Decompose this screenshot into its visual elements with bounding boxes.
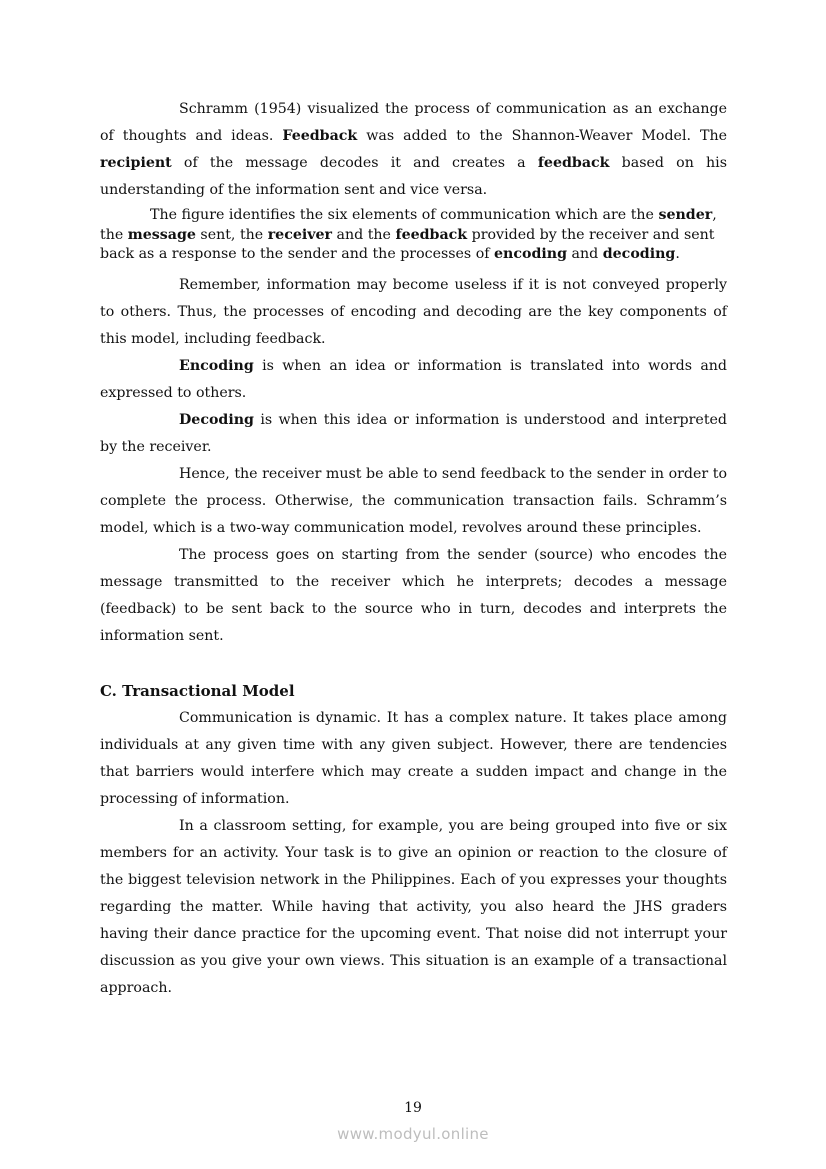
paragraph — [100, 461, 727, 542]
text-run: is when an idea or information is translated into words and expressed to others. — [100, 357, 727, 401]
bold-term: recipient — [100, 154, 172, 171]
text-run: , the — [100, 207, 717, 243]
bold-term: feedback — [395, 226, 468, 243]
paragraph — [100, 206, 727, 265]
bold-term: encoding — [494, 246, 568, 262]
text-run: and — [567, 246, 603, 262]
bold-term: message — [127, 226, 196, 243]
text-run: sent, the — [195, 226, 268, 243]
bold-term: Decoding — [179, 411, 254, 428]
bold-term: feedback — [537, 154, 610, 171]
text-run: Communication is dynamic. It has a complex nature. It takes place among individuals at any given time with any given subject. However, there are tendencies that barriers would interfere which may create a sudden impact and change in the processing of information. — [100, 709, 727, 807]
text-run: The process goes on starting from the sender (source) who encodes the message transmitted to the receiver which he interprets; decodes a message (feedback) to be sent back to the source who in turn, decodes and interprets the information sent. — [100, 546, 727, 644]
text-run: provided by the receiver and sent back as a response to the sender and the processes of — [100, 226, 715, 262]
text-run: . — [675, 246, 680, 262]
paragraph — [100, 705, 727, 813]
paragraph — [100, 96, 727, 204]
text-run: The figure identifies the six elements of communication which are the — [150, 207, 659, 223]
paragraph — [100, 542, 727, 650]
text-run: was added to the Shannon-Weaver Model. The — [357, 127, 727, 144]
text-run: In a classroom setting, for example, you are being grouped into five or six members for an activity. Your task is to give an opinion or reaction to the closure of the biggest television network in the Philippines. Each of you expresses your thoughts regarding the matter. While having that activity, you also heard the JHS graders having their dance practice for the upcoming event. That noise did not interrupt your discussion as you give your own views. This situation is an example of a transactional approach. — [100, 817, 727, 996]
text-run: Schramm (1954) visualized the process of communication as an exchange of thoughts and ideas. — [100, 100, 727, 144]
page-number: 19 — [404, 1100, 422, 1116]
bold-term: decoding — [602, 246, 676, 262]
text-run: of the message decodes it and creates a — [171, 154, 538, 171]
bold-term: receiver — [267, 226, 333, 243]
paragraph — [100, 407, 727, 461]
watermark: www.modyul.online — [337, 1125, 489, 1143]
text-run: Hence, the receiver must be able to send feedback to the sender in order to complete the process. Otherwise, the communication transaction fails. Schramm’s model, which is a two-way communication model, revolves around these principles. — [100, 465, 727, 536]
text-run: and the — [332, 226, 396, 243]
document-page — [100, 96, 727, 1002]
paragraph — [100, 272, 727, 353]
bold-term: sender — [658, 207, 713, 223]
text-run: Remember, information may become useless if it is not conveyed properly to others. Thus, the processes of encoding and decoding are the key components of this model, including feedback. — [100, 276, 727, 347]
body-text-part-1 — [100, 96, 727, 650]
text-run: is when this idea or information is understood and interpreted by the receiver. — [100, 411, 727, 455]
body-text-part-2 — [100, 705, 727, 1002]
bold-term: Encoding — [179, 357, 254, 374]
section-heading: C. Transactional Model — [100, 681, 295, 700]
text-run: based on his understanding of the information sent and vice versa. — [100, 154, 727, 198]
bold-term: Feedback — [282, 127, 358, 144]
paragraph — [100, 813, 727, 1002]
paragraph — [100, 353, 727, 407]
